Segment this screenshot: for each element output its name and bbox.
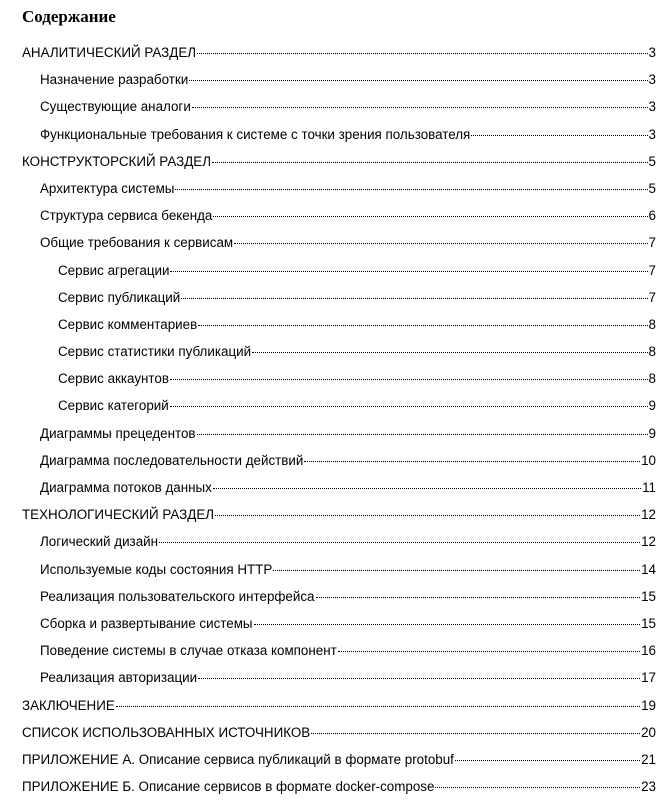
toc-entry-label: Функциональные требования к системе с точки зрения пользователя	[40, 126, 471, 142]
toc-entry-label: Архитектура системы	[40, 180, 175, 196]
toc-entry-page-number: 8	[648, 344, 656, 360]
toc-entry[interactable]	[0, 615, 666, 642]
toc-entry-label: Реализация авторизации	[40, 670, 198, 686]
toc-entry[interactable]	[0, 126, 666, 153]
toc-entry-label: Назначение разработки	[40, 72, 189, 88]
toc-entry-label: Структура сервиса бекенда	[40, 208, 213, 224]
toc-entry-page-number: 20	[641, 724, 656, 740]
toc-dot-leader	[181, 298, 647, 299]
toc-entry[interactable]	[0, 262, 666, 289]
toc-dot-leader	[215, 515, 640, 516]
toc-dot-leader	[159, 542, 640, 543]
toc-entry-label: Сервис публикаций	[58, 289, 181, 305]
toc-dot-leader	[213, 216, 647, 217]
toc-entry-page-number: 3	[648, 99, 656, 115]
toc-entry-page-number: 12	[641, 534, 656, 550]
toc-entry[interactable]	[0, 588, 666, 615]
toc-entry-label: Диаграммы прецедентов	[40, 425, 196, 441]
toc-entry-label: Общие требования к сервисам	[40, 235, 234, 251]
toc-entry[interactable]	[0, 778, 666, 805]
toc-entry[interactable]	[0, 479, 666, 506]
toc-dot-leader	[213, 488, 641, 489]
toc-entry[interactable]	[0, 316, 666, 343]
toc-entry-label: ПРИЛОЖЕНИЕ Б. Описание сервисов в формате docker-compose	[22, 779, 435, 795]
toc-dot-leader	[455, 760, 640, 761]
toc-list	[0, 44, 666, 805]
toc-entry-label: Реализация пользовательского интерфейса	[40, 588, 315, 604]
toc-title: Содержание	[22, 7, 116, 26]
toc-dot-leader	[175, 189, 647, 190]
toc-dot-leader	[170, 406, 648, 407]
toc-dot-leader	[338, 651, 640, 652]
toc-dot-leader	[311, 733, 640, 734]
toc-entry-page-number: 19	[641, 697, 656, 713]
toc-dot-leader	[198, 325, 647, 326]
toc-entry-page-number: 15	[641, 615, 656, 631]
toc-entry-page-number: 7	[648, 235, 656, 251]
toc-dot-leader	[197, 434, 648, 435]
toc-entry-page-number: 23	[641, 779, 656, 795]
toc-entry[interactable]	[0, 751, 666, 778]
toc-entry[interactable]	[0, 425, 666, 452]
toc-entry[interactable]	[0, 724, 666, 751]
toc-entry-page-number: 3	[648, 72, 656, 88]
toc-entry-page-number: 7	[648, 262, 656, 278]
toc-entry[interactable]	[0, 44, 666, 71]
toc-dot-leader	[252, 352, 647, 353]
toc-entry[interactable]	[0, 343, 666, 370]
toc-entry-page-number: 8	[648, 371, 656, 387]
toc-entry-page-number: 17	[641, 670, 656, 686]
toc-entry[interactable]	[0, 452, 666, 479]
toc-dot-leader	[170, 379, 648, 380]
toc-entry[interactable]	[0, 370, 666, 397]
toc-entry[interactable]	[0, 533, 666, 560]
toc-entry[interactable]	[0, 506, 666, 533]
toc-entry-page-number: 3	[648, 45, 656, 60]
toc-dot-leader	[234, 243, 647, 244]
toc-entry-label: Сервис категорий	[58, 398, 169, 414]
toc-entry-page-number: 9	[648, 398, 656, 414]
toc-entry-label: Сервис статистики публикаций	[58, 344, 252, 360]
toc-dot-leader	[212, 162, 648, 163]
toc-dot-leader	[116, 706, 640, 707]
toc-entry-label: ПРИЛОЖЕНИЕ А. Описание сервиса публикаций в формате protobuf	[22, 751, 454, 767]
toc-entry-page-number: 12	[641, 507, 656, 523]
toc-entry-label: Сервис комментариев	[58, 316, 198, 332]
toc-entry-label: ЗАКЛЮЧЕНИЕ	[22, 697, 115, 713]
toc-entry-label: АНАЛИТИЧЕСКИЙ РАЗДЕЛ	[22, 45, 197, 60]
toc-entry[interactable]	[0, 153, 666, 180]
toc-entry-page-number: 21	[641, 751, 656, 767]
toc-dot-leader	[304, 461, 640, 462]
toc-entry-page-number: 10	[641, 452, 656, 468]
toc-dot-leader	[189, 80, 647, 81]
toc-dot-leader	[435, 787, 640, 788]
toc-dot-leader	[198, 678, 640, 679]
toc-entry-page-number: 15	[641, 588, 656, 604]
toc-dot-leader	[197, 53, 648, 54]
toc-entry-page-number: 5	[648, 180, 656, 196]
toc-entry-page-number: 6	[648, 208, 656, 224]
toc-entry[interactable]	[0, 669, 666, 696]
toc-entry[interactable]	[0, 98, 666, 125]
toc-entry-label: Сервис аккаунтов	[58, 371, 169, 387]
toc-entry-label: ТЕХНОЛОГИЧЕСКИЙ РАЗДЕЛ	[22, 507, 215, 523]
toc-entry-label: Существующие аналоги	[40, 99, 191, 115]
toc-entry[interactable]	[0, 180, 666, 207]
toc-dot-leader	[254, 624, 641, 625]
toc-entry-label: Сборка и развертывание системы	[40, 615, 253, 631]
toc-entry[interactable]	[0, 397, 666, 424]
toc-entry-label: Диаграмма потоков данных	[40, 480, 212, 495]
toc-dot-leader	[192, 107, 648, 108]
toc-entry[interactable]	[0, 642, 666, 669]
toc-entry-label: Сервис агрегации	[58, 262, 170, 278]
toc-entry[interactable]	[0, 207, 666, 234]
toc-entry-page-number: 3	[648, 126, 656, 142]
toc-entry-page-number: 16	[641, 643, 656, 659]
toc-entry[interactable]	[0, 234, 666, 261]
toc-entry-page-number: 14	[641, 561, 656, 577]
toc-entry-page-number: 8	[648, 316, 656, 332]
toc-entry-label: Диаграмма последовательности действий	[40, 452, 304, 468]
toc-entry-label: Поведение системы в случае отказа компонент	[40, 643, 337, 659]
toc-entry[interactable]	[0, 561, 666, 588]
toc-entry-label: Используемые коды состояния HTTP	[40, 561, 273, 577]
toc-entry-page-number: 5	[648, 153, 656, 169]
toc-dot-leader	[471, 135, 647, 136]
toc-dot-leader	[170, 271, 647, 272]
toc-entry-label: КОНСТРУКТОРСКИЙ РАЗДЕЛ	[22, 153, 211, 169]
toc-entry-label: СПИСОК ИСПОЛЬЗОВАННЫХ ИСТОЧНИКОВ	[22, 724, 311, 740]
toc-entry-page-number: 9	[648, 425, 656, 441]
toc-dot-leader	[316, 597, 641, 598]
toc-entry-page-number: 7	[648, 289, 656, 305]
toc-dot-leader	[273, 570, 640, 571]
toc-entry[interactable]	[0, 697, 666, 724]
toc-entry-label: Логический дизайн	[40, 534, 159, 550]
toc-entry-page-number: 11	[642, 480, 656, 495]
toc-entry[interactable]	[0, 289, 666, 316]
toc-entry[interactable]	[0, 71, 666, 98]
